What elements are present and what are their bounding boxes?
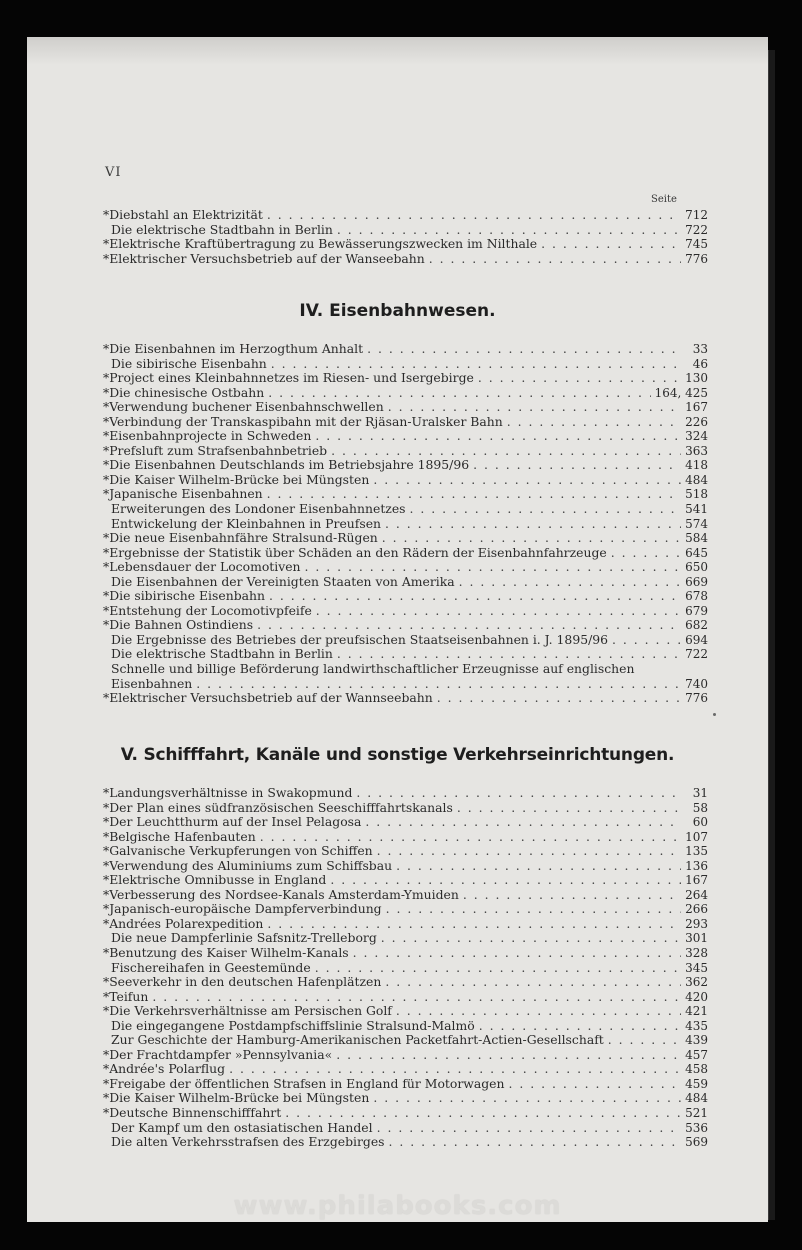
dot-leader [336, 1048, 681, 1063]
toc-entry [103, 888, 708, 903]
toc-entry-title: Zur Geschichte der Hamburg-Amerikanischen Packetfahrt-Actien-Gesellschaft [111, 1033, 604, 1048]
toc-entry-page: 574 [685, 516, 708, 531]
toc-entry [103, 902, 708, 917]
dot-leader [473, 458, 681, 473]
toc-entry-title: *Der Plan eines südfranzösischen Seeschifffahrtskanals [103, 800, 453, 815]
toc-entry-title: *Die Kaiser Wilhelm-Brücke bei Müngsten [103, 1091, 370, 1106]
dot-leader [257, 618, 681, 633]
dot-leader [315, 961, 681, 976]
toc-entry [103, 1091, 708, 1106]
toc-entry-page: 266 [685, 902, 708, 917]
toc-entry-title: *Japanisch-europäische Dampferverbindung [103, 902, 382, 917]
toc-entry [103, 400, 708, 415]
toc-entry-title: *Japanische Eisenbahnen [103, 487, 263, 502]
toc-entry [103, 946, 708, 961]
toc-entry-page: 645 [685, 545, 708, 560]
toc-entry [103, 458, 708, 473]
toc-entry [103, 633, 708, 648]
dot-leader [382, 531, 681, 546]
dot-leader [509, 1077, 682, 1092]
dot-leader [267, 917, 681, 932]
toc-entry-title: Erweiterungen des Londoner Eisenbahnnetzes [111, 502, 406, 517]
toc-entry-title: Entwickelung der Kleinbahnen in Preufsen [111, 516, 382, 531]
toc-entry-title: *Belgische Hafenbauten [103, 829, 256, 844]
toc-entry-page: 650 [685, 560, 708, 575]
toc-entry-page: 521 [685, 1106, 708, 1121]
toc-entry [103, 873, 708, 888]
toc-entry [103, 415, 708, 430]
toc-entry-page: 107 [685, 829, 708, 844]
toc-entry-page: 484 [685, 1091, 708, 1106]
toc-entry [103, 786, 708, 801]
toc-entry-page: 459 [685, 1076, 708, 1091]
toc-entry-title: *Die Eisenbahnen Deutschlands im Betriebsjahre 1895/96 [103, 458, 470, 473]
dot-leader [429, 252, 681, 267]
toc-entry-title: Die elektrische Stadtbahn in Berlin [111, 222, 333, 237]
toc-entry [103, 386, 708, 401]
toc-entry-title: *Die sibirische Eisenbahn [103, 589, 265, 604]
toc-entry-page: 33 [692, 342, 708, 356]
toc-entry-page: 301 [685, 931, 708, 946]
toc-entry-page: 167 [685, 873, 708, 888]
dot-leader [377, 844, 681, 859]
toc-entry-page: 722 [685, 222, 708, 237]
toc-entry [103, 1106, 708, 1121]
toc-entry-page: 418 [685, 458, 708, 473]
toc-entry [103, 560, 708, 575]
toc-entry-title: Die elektrische Stadtbahn in Berlin [111, 647, 333, 662]
toc-entry-title: *Elektrischer Versuchsbetrieb auf der Wanseebahn [103, 251, 425, 266]
toc-entry [103, 1019, 708, 1034]
toc-entry-title: *Verbesserung des Nordsee-Kanals Amsterdam-Ymuiden [103, 887, 459, 902]
toc-entry [103, 357, 708, 372]
toc-entry-title: *Verbindung der Transkaspibahn mit der Rjäsan-Uralsker Bahn [103, 414, 503, 429]
toc-entry-title: *Der Frachtdampfer »Pennsylvania« [103, 1047, 333, 1062]
toc-entry [103, 604, 708, 619]
toc-entry [103, 237, 708, 252]
toc-entry-page: 679 [685, 603, 708, 618]
toc-entry-title: *Prefsluft zum Strafsenbahnbetrieb [103, 443, 328, 458]
dot-leader [267, 487, 681, 502]
dot-leader [337, 647, 681, 662]
toc-entry [103, 618, 708, 633]
dot-leader [373, 1091, 681, 1106]
toc-entry-page: 458 [685, 1062, 708, 1077]
toc-entry-title: *Die neue Eisenbahnfähre Stralsund-Rügen [103, 531, 378, 546]
toc-entry-title: *Andrées Polarexpedition [103, 916, 264, 931]
toc-entry-title: *Die Bahnen Ostindiens [103, 618, 254, 633]
dot-leader [396, 859, 681, 874]
toc-entry-page: 722 [685, 647, 708, 662]
toc-entry-page: 362 [685, 975, 708, 990]
toc-entry [103, 1121, 708, 1136]
toc-entry [103, 1033, 708, 1048]
dot-leader [385, 975, 681, 990]
toc-entry-title: *Eisenbahnprojecte in Schweden [103, 429, 312, 444]
toc-entry-title: Die Eisenbahnen der Vereinigten Staaten von Amerika [111, 574, 455, 589]
dot-leader [541, 237, 681, 252]
toc-section-v [103, 786, 708, 1150]
toc-entry-title: *Die chinesische Ostbahn [103, 385, 265, 400]
toc-entry-page: 293 [685, 916, 708, 931]
toc-entry [103, 830, 708, 845]
toc-entry-title: *Landungsverhältnisse in Swakopmund [103, 786, 353, 800]
toc-entry [103, 801, 708, 816]
toc-entry-title: *Deutsche Binnenschifffahrt [103, 1106, 282, 1121]
page-number: VI [105, 165, 122, 180]
toc-entry-title: *Elektrische Omnibusse in England [103, 873, 327, 888]
ink-speck [713, 713, 716, 716]
section-iv-heading: IV. Eisenbahnwesen. [299, 301, 496, 321]
toc-entry-page: 167 [685, 400, 708, 415]
dot-leader [385, 517, 681, 532]
toc-entry-page: 569 [685, 1135, 708, 1150]
toc-entry [103, 691, 708, 706]
dot-leader [305, 560, 682, 575]
toc-entry [103, 208, 708, 223]
toc-entry [103, 917, 708, 932]
toc-entry [103, 502, 708, 517]
toc-entry-page: 682 [685, 618, 708, 633]
toc-entry [103, 1077, 708, 1092]
toc-entry-title: Die eingegangene Postdampfschiffslinie Stralsund-Malmö [111, 1018, 475, 1033]
toc-entry-title: *Freigabe der öffentlichen Strafsen in England für Motorwagen [103, 1076, 505, 1091]
dot-leader [353, 946, 681, 961]
toc-entry-page: 435 [685, 1018, 708, 1033]
dot-leader [381, 931, 681, 946]
toc-entry-page: 518 [685, 487, 708, 502]
dot-leader [507, 415, 681, 430]
toc-entry-page: 776 [685, 251, 708, 266]
toc-entry-title: Eisenbahnen [111, 676, 193, 691]
toc-entry [103, 252, 708, 267]
toc-entry [103, 223, 708, 238]
dot-leader [331, 444, 681, 459]
dot-leader [285, 1106, 681, 1121]
toc-entry [103, 517, 708, 532]
toc-entry [103, 859, 708, 874]
toc-entry [103, 589, 708, 604]
dot-leader [271, 357, 682, 372]
toc-entry-page: 136 [685, 858, 708, 873]
dot-leader [386, 902, 681, 917]
toc-entry-title: *Diebstahl an Elektrizität [103, 208, 263, 222]
dot-leader [267, 208, 681, 223]
dot-leader [611, 546, 681, 561]
book-edge [768, 50, 775, 1220]
toc-entry [103, 342, 708, 357]
toc-entry [103, 444, 708, 459]
toc-entry [103, 473, 708, 488]
toc-entry [103, 1004, 708, 1019]
toc-entry [103, 677, 708, 692]
toc-entry-page: 226 [685, 414, 708, 429]
toc-entry-page: 457 [685, 1047, 708, 1062]
toc-entry-page: 484 [685, 472, 708, 487]
dot-leader [389, 1135, 682, 1150]
toc-entry-title: Die sibirische Eisenbahn [111, 356, 267, 371]
toc-entry-title: *Die Kaiser Wilhelm-Brücke bei Müngsten [103, 472, 370, 487]
toc-entry-title: Die neue Dampferlinie Safsnitz-Trelleborg [111, 931, 377, 946]
dot-leader [367, 342, 682, 357]
toc-entry [103, 487, 708, 502]
toc-entry-page: 60 [692, 815, 708, 830]
toc-entry-page: 363 [685, 443, 708, 458]
toc-entry-title: *Die Verkehrsverhältnisse am Persischen Golf [103, 1004, 392, 1019]
dot-leader [437, 691, 681, 706]
toc-entry-page: 130 [685, 371, 708, 386]
dot-leader [337, 223, 681, 238]
toc-entry [103, 844, 708, 859]
toc-entry-page: 669 [685, 574, 708, 589]
toc-entry-title: Der Kampf um den ostasiatischen Handel [111, 1120, 373, 1135]
toc-entry-title: Schnelle und billige Beförderung landwirthschaftlicher Erzeugnisse auf englischen [111, 662, 635, 677]
toc-entry-page: 541 [685, 502, 708, 517]
toc-entry [103, 546, 708, 561]
toc-entry-page: 740 [685, 676, 708, 691]
dot-leader [463, 888, 681, 903]
toc-entry-page: 328 [685, 946, 708, 961]
dot-leader [196, 677, 681, 692]
toc-entry-page: 694 [685, 632, 708, 647]
toc-entry [103, 931, 708, 946]
dot-leader [410, 502, 682, 517]
toc-entry-page: 420 [685, 989, 708, 1004]
toc-entry-page: 345 [685, 960, 708, 975]
toc-entry-page: 745 [685, 237, 708, 252]
toc-entry [103, 990, 708, 1005]
seite-column-label: Seite [651, 194, 677, 205]
dot-leader [152, 990, 681, 1005]
toc-entry-title: *Galvanische Verkupferungen von Schiffen [103, 844, 373, 859]
toc-entry [103, 975, 708, 990]
toc-entry-page: 421 [685, 1004, 708, 1019]
toc-entry [103, 575, 708, 590]
toc-entry [103, 429, 708, 444]
toc-entry-page: 324 [685, 429, 708, 444]
dot-leader [268, 386, 650, 401]
toc-entry [103, 662, 708, 677]
toc-entry-page: 712 [685, 208, 708, 222]
dot-leader [373, 473, 681, 488]
toc-section-iv [103, 342, 708, 706]
section-v-heading: V. Schifffahrt, Kanäle und sonstige Verkehrseinrichtungen. [120, 745, 675, 765]
toc-entry-page: 264 [685, 887, 708, 902]
toc-entry-title: *Entstehung der Locomotivpfeife [103, 603, 312, 618]
toc-entry-page: 58 [692, 800, 708, 815]
toc-entry-title: *Verwendung des Aluminiums zum Schiffsbau [103, 858, 393, 873]
toc-entry-page: 776 [685, 691, 708, 706]
dot-leader [612, 633, 681, 648]
dot-leader [365, 815, 682, 830]
toc-entry-page: 31 [692, 786, 708, 800]
toc-entry-title: *Ergebnisse der Statistik über Schäden an den Rädern der Eisenbahnfahrzeuge [103, 545, 607, 560]
watermark: www.philabooks.com [233, 1191, 562, 1221]
toc-entry-title: *Lebensdauer der Locomotiven [103, 560, 301, 575]
toc-entry-title: *Seeverkehr in den deutschen Hafenplätzen [103, 975, 382, 990]
dot-leader [269, 589, 681, 604]
toc-entry [103, 531, 708, 546]
dot-leader [479, 1019, 681, 1034]
toc-entry-page: 46 [692, 356, 708, 371]
toc-entry-page: 678 [685, 589, 708, 604]
toc-entry [103, 371, 708, 386]
toc-entry-title: *Die Eisenbahnen im Herzogthum Anhalt [103, 342, 364, 356]
dot-leader [315, 429, 681, 444]
toc-entry-title: *Teifun [103, 989, 149, 1004]
dot-leader [459, 575, 681, 590]
toc-entry-page: 536 [685, 1120, 708, 1135]
toc-entry-title: *Andrée's Polarflug [103, 1062, 226, 1077]
dot-leader [388, 400, 681, 415]
toc-entry-title: Die alten Verkehrsstrafsen des Erzgebirges [111, 1135, 385, 1150]
toc-entry-title: *Elektrischer Versuchsbetrieb auf der Wannseebahn [103, 691, 433, 706]
dot-leader [478, 371, 681, 386]
toc-entry-title: *Verwendung buchener Eisenbahnschwellen [103, 400, 384, 415]
toc-entry [103, 1062, 708, 1077]
toc-entry-title: *Elektrische Kraftübertragung zu Bewässerungszwecken im Nilthale [103, 237, 538, 252]
dot-leader [316, 604, 681, 619]
dot-leader [457, 801, 682, 816]
toc-entry-title: *Project eines Kleinbahnnetzes im Riesen- und Isergebirge [103, 371, 474, 386]
toc-entry [103, 647, 708, 662]
toc-section-iii-tail [103, 208, 708, 266]
dot-leader [377, 1121, 681, 1136]
dot-leader [229, 1062, 681, 1077]
toc-entry-page: 135 [685, 844, 708, 859]
toc-entry-page: 584 [685, 531, 708, 546]
toc-entry [103, 1135, 708, 1150]
toc-entry-title: Fischereihafen in Geestemünde [111, 960, 311, 975]
toc-entry-page: 439 [685, 1033, 708, 1048]
toc-entry [103, 815, 708, 830]
toc-entry [103, 1048, 708, 1063]
dot-leader [396, 1004, 681, 1019]
dot-leader [260, 830, 681, 845]
dot-leader [608, 1033, 681, 1048]
toc-entry-title: *Der Leuchtthurm auf der Insel Pelagosa [103, 815, 362, 830]
dot-leader [330, 873, 681, 888]
book-page [27, 37, 768, 1222]
toc-entry-title: Die Ergebnisse des Betriebes der preufsischen Staatseisenbahnen i. J. 1895/96 [111, 632, 609, 647]
dot-leader [356, 786, 682, 801]
toc-entry-page: 164, 425 [654, 385, 708, 400]
toc-entry [103, 961, 708, 976]
toc-entry-title: *Benutzung des Kaiser Wilhelm-Kanals [103, 946, 349, 961]
